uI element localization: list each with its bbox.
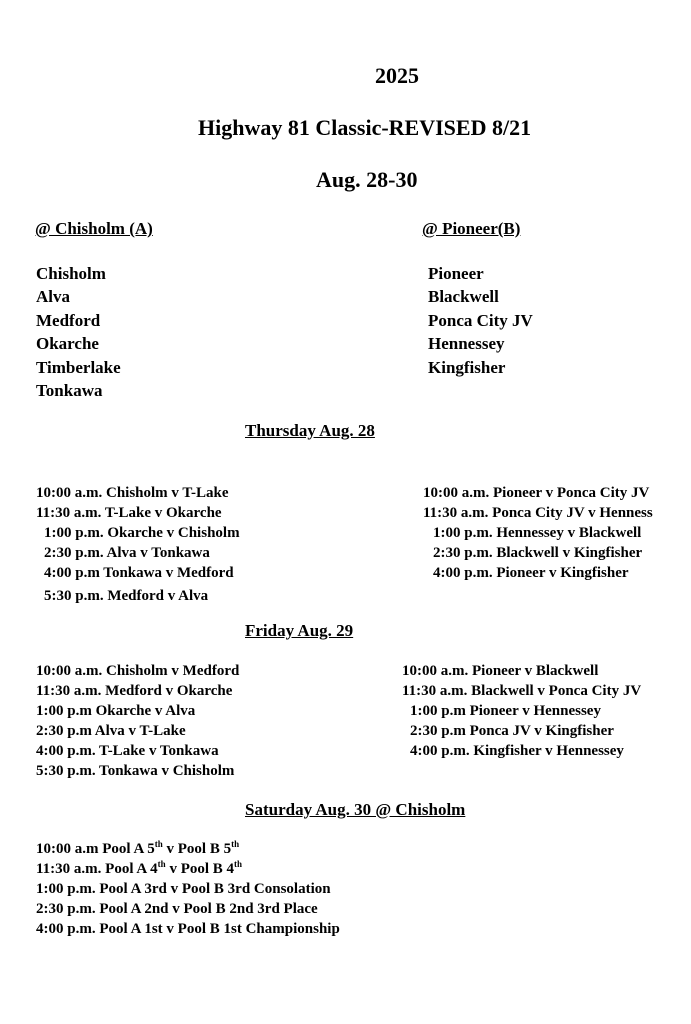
friday-heading: Friday Aug. 29 xyxy=(245,621,354,640)
ordinal-suffix: th xyxy=(231,839,240,849)
team-name: Ponca City JV xyxy=(428,310,533,330)
game-text: v Pool B 4 xyxy=(165,861,235,877)
game-row: 2:30 p.m Alva v T-Lake xyxy=(36,723,186,739)
game-row: 1:00 p.m. Hennessey v Blackwell xyxy=(433,525,642,541)
game-row: 5:30 p.m. Tonkawa v Chisholm xyxy=(36,763,235,779)
team-name: Kingfisher xyxy=(428,357,506,377)
game-row xyxy=(36,859,242,879)
game-row: 2:30 p.m. Alva v Tonkawa xyxy=(44,545,210,561)
game-row: 4:00 p.m. Pioneer v Kingfisher xyxy=(433,565,629,581)
ordinal-suffix: th xyxy=(154,839,163,849)
team-name: Chisholm xyxy=(36,264,106,283)
game-row: 1:00 p.m. Pool A 3rd v Pool B 3rd Consolation xyxy=(36,881,331,897)
pool-a-team-list xyxy=(36,262,121,402)
team-name: Blackwell xyxy=(428,287,499,307)
game-row: 11:30 a.m. Medford v Okarche xyxy=(36,683,233,699)
game-row: 2:30 p.m. Pool A 2nd v Pool B 2nd 3rd Place xyxy=(36,901,318,917)
year-heading: 2025 xyxy=(375,63,419,88)
event-dates: Aug. 28-30 xyxy=(316,167,418,192)
game-row xyxy=(36,839,239,859)
game-row: 1:00 p.m Pioneer v Hennessey xyxy=(410,703,601,719)
saturday-heading: Saturday Aug. 30 @ Chisholm xyxy=(245,800,466,819)
game-row: 4:00 p.m. T-Lake v Tonkawa xyxy=(36,743,219,759)
ordinal-suffix: th xyxy=(157,859,166,869)
game-text: 10:00 a.m Pool A 5 xyxy=(36,841,155,857)
game-row: 4:00 p.m. Kingfisher v Hennessey xyxy=(410,743,624,759)
game-row: 4:00 p.m Tonkawa v Medford xyxy=(44,565,234,581)
pool-b-team-list xyxy=(428,262,533,379)
game-row: 2:30 p.m. Blackwell v Kingfisher xyxy=(433,545,643,561)
game-row: 11:30 a.m. Blackwell v Ponca City JV xyxy=(402,683,642,699)
team-name: Timberlake xyxy=(36,357,121,377)
team-name: Hennessey xyxy=(428,334,505,354)
team-name: Medford xyxy=(36,310,101,330)
game-text: 11:30 a.m. Pool A 4 xyxy=(36,861,158,877)
team-name: Pioneer xyxy=(428,264,484,283)
team-name: Alva xyxy=(36,287,70,307)
page-title: Highway 81 Classic-REVISED 8/21 xyxy=(198,115,532,140)
game-row: 4:00 p.m. Pool A 1st v Pool B 1st Championship xyxy=(36,921,340,937)
game-row: 11:30 a.m. Ponca City JV v Henness xyxy=(423,505,653,521)
game-row: 10:00 a.m. Pioneer v Ponca City JV xyxy=(423,485,650,501)
game-row: 1:00 p.m. Okarche v Chisholm xyxy=(44,525,240,541)
game-row: 11:30 a.m. T-Lake v Okarche xyxy=(36,505,222,521)
game-row: 10:00 a.m. Chisholm v T-Lake xyxy=(36,485,229,501)
pool-b-heading: @ Pioneer(B) xyxy=(422,219,521,238)
game-row: 1:00 p.m Okarche v Alva xyxy=(36,703,196,719)
game-row: 10:00 a.m. Pioneer v Blackwell xyxy=(402,663,599,679)
game-row: 2:30 p.m Ponca JV v Kingfisher xyxy=(410,723,614,739)
team-name: Okarche xyxy=(36,334,99,354)
team-name: Tonkawa xyxy=(36,381,103,401)
game-row: 10:00 a.m. Chisholm v Medford xyxy=(36,663,240,679)
thursday-heading: Thursday Aug. 28 xyxy=(245,421,375,440)
ordinal-suffix: th xyxy=(234,859,243,869)
game-row: 5:30 p.m. Medford v Alva xyxy=(44,588,209,604)
pool-a-heading: @ Chisholm (A) xyxy=(35,219,153,238)
game-text: v Pool B 5 xyxy=(162,841,232,857)
